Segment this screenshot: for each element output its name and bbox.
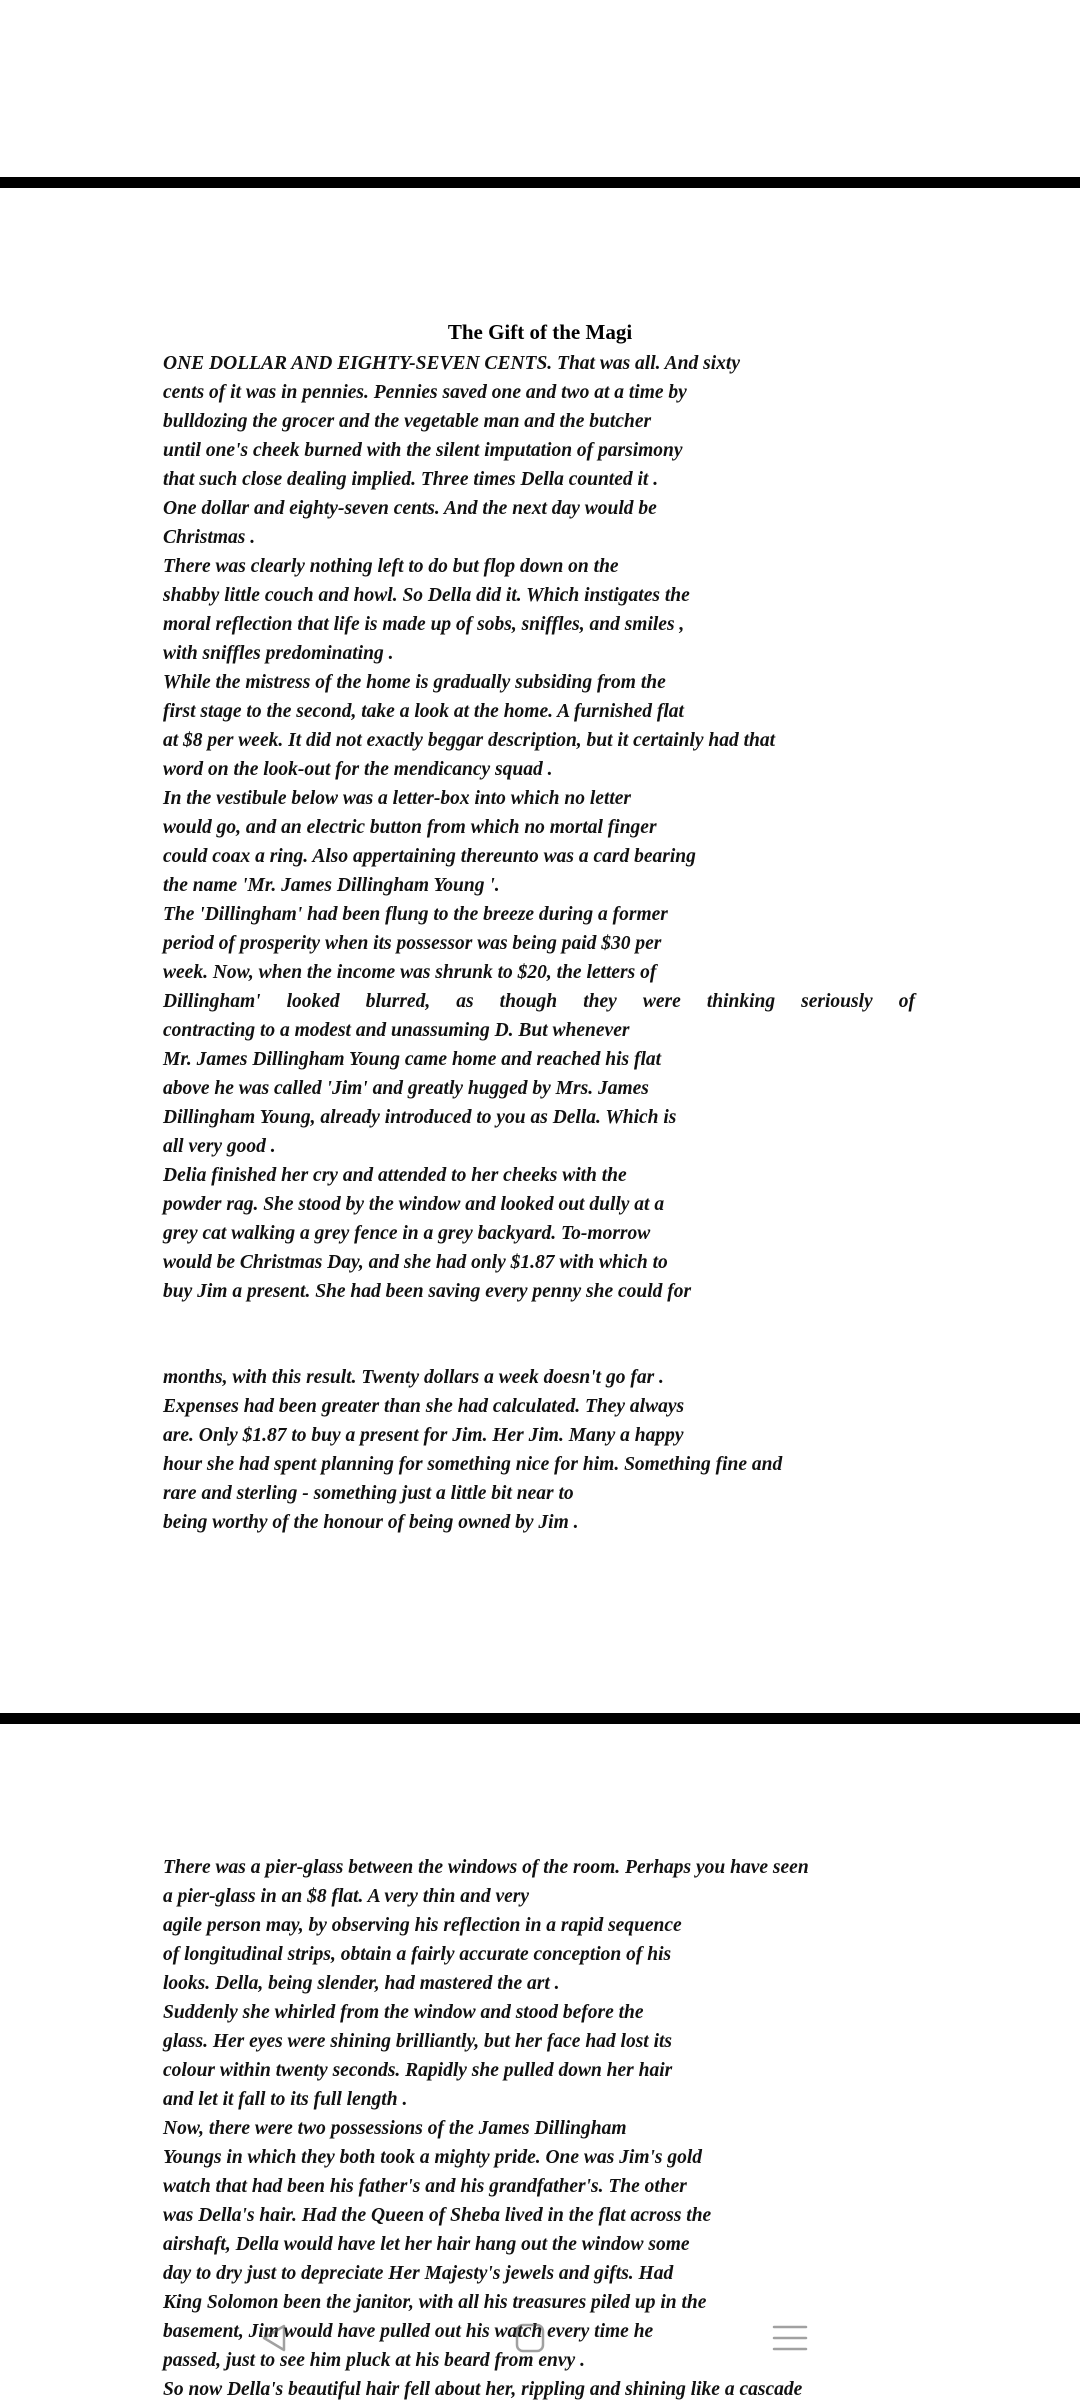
text-line: Dillingham' looked blurred, as though they were thinking seriously of bbox=[163, 991, 915, 1012]
text-line: Suddenly she whirled from the window and stood before the bbox=[163, 2002, 644, 2023]
text-line: until one's cheek burned with the silent imputation of parsimony bbox=[163, 440, 683, 461]
text-line: shabby little couch and howl. So Della did it. Which instigates the bbox=[163, 585, 690, 606]
back-triangle-icon bbox=[254, 2318, 294, 2358]
text-line: above he was called 'Jim' and greatly hugged by Mrs. James bbox=[163, 1078, 649, 1099]
recents-menu-button[interactable] bbox=[762, 2310, 818, 2366]
page-1-text bbox=[163, 349, 923, 1306]
text-line: week. Now, when the income was shrunk to $20, the letters of bbox=[163, 962, 657, 983]
text-line: There was clearly nothing left to do but flop down on the bbox=[163, 556, 619, 577]
text-line: In the vestibule below was a letter-box into which no letter bbox=[163, 788, 632, 809]
text-line: with sniffles predominating . bbox=[163, 643, 394, 664]
home-button[interactable] bbox=[502, 2310, 558, 2366]
text-line: watch that had been his father's and his grandfather's. The other bbox=[163, 2176, 687, 2197]
text-line: King Solomon been the janitor, with all his treasures piled up in the bbox=[163, 2292, 707, 2313]
text-line: So now Della's beautiful hair fell about her, rippling and shining like a cascade bbox=[163, 2379, 803, 2400]
text-line: cents of it was in pennies. Pennies saved one and two at a time by bbox=[163, 382, 687, 403]
page-1-continued-text bbox=[163, 1363, 923, 1537]
text-line: at $8 per week. It did not exactly beggar description, but it certainly had that bbox=[163, 730, 776, 751]
text-line: grey cat walking a grey fence in a grey backyard. To-morrow bbox=[163, 1223, 651, 1244]
text-line: all very good . bbox=[163, 1136, 276, 1157]
text-line: powder rag. She stood by the window and looked out dully at a bbox=[163, 1194, 665, 1215]
text-line: agile person may, by observing his reflection in a rapid sequence bbox=[163, 1915, 682, 1936]
text-line: basement, Jim would have pulled out his watch every time he bbox=[163, 2321, 654, 2342]
text-line: the name 'Mr. James Dillingham Young '. bbox=[163, 875, 500, 896]
navigation-overlay bbox=[0, 2310, 1080, 2370]
text-line: One dollar and eighty-seven cents. And the next day would be bbox=[163, 498, 657, 519]
text-line: ONE DOLLAR AND EIGHTY-SEVEN CENTS. That was all. And sixty bbox=[163, 353, 740, 374]
text-line: word on the look-out for the mendicancy squad . bbox=[163, 759, 553, 780]
text-line: airshaft, Della would have let her hair hang out the window some bbox=[163, 2234, 690, 2255]
text-line: Dillingham Young, already introduced to you as Della. Which is bbox=[163, 1107, 677, 1128]
text-line: buy Jim a present. She had been saving every penny she could for bbox=[163, 1281, 692, 1302]
text-line: looks. Della, being slender, had mastered the art . bbox=[163, 1973, 560, 1994]
text-line: colour within twenty seconds. Rapidly she pulled down her hair bbox=[163, 2060, 673, 2081]
text-line: months, with this result. Twenty dollars a week doesn't go far . bbox=[163, 1367, 664, 1388]
text-line: Christmas . bbox=[163, 527, 256, 548]
text-line: Youngs in which they both took a mighty pride. One was Jim's gold bbox=[163, 2147, 703, 2168]
text-line: a pier-glass in an $8 flat. A very thin and very bbox=[163, 1886, 529, 1907]
text-line: was Della's hair. Had the Queen of Sheba lived in the flat across the bbox=[163, 2205, 712, 2226]
text-line: moral reflection that life is made up of sobs, sniffles, and smiles , bbox=[163, 614, 685, 635]
text-line: There was a pier-glass between the windows of the room. Perhaps you have seen bbox=[163, 1857, 809, 1878]
text-line: of longitudinal strips, obtain a fairly accurate conception of his bbox=[163, 1944, 672, 1965]
text-line: Delia finished her cry and attended to her cheeks with the bbox=[163, 1165, 627, 1186]
text-line: Expenses had been greater than she had calculated. They always bbox=[163, 1396, 685, 1417]
text-line: While the mistress of the home is gradually subsiding from the bbox=[163, 672, 666, 693]
text-line: would be Christmas Day, and she had only $1.87 with which to bbox=[163, 1252, 668, 1273]
text-line: and let it fall to its full length . bbox=[163, 2089, 408, 2110]
text-line: are. Only $1.87 to buy a present for Jim. Her Jim. Many a happy bbox=[163, 1425, 684, 1446]
text-line: would go, and an electric button from which no mortal finger bbox=[163, 817, 657, 838]
text-line: Now, there were two possessions of the James Dillingham bbox=[163, 2118, 627, 2139]
text-line: that such close dealing implied. Three times Della counted it . bbox=[163, 469, 659, 490]
text-line: contracting to a modest and unassuming D. But whenever bbox=[163, 1020, 630, 1041]
text-line: first stage to the second, take a look at the home. A furnished flat bbox=[163, 701, 684, 722]
text-line: Mr. James Dillingham Young came home and reached his flat bbox=[163, 1049, 662, 1070]
home-square-icon bbox=[510, 2318, 550, 2358]
text-line: bulldozing the grocer and the vegetable man and the butcher bbox=[163, 411, 652, 432]
text-line: hour she had spent planning for something nice for him. Something fine and bbox=[163, 1454, 783, 1475]
text-line: glass. Her eyes were shining brilliantly, but her face had lost its bbox=[163, 2031, 673, 2052]
text-line: rare and sterling - something just a little bit near to bbox=[163, 1483, 574, 1504]
text-line: The 'Dillingham' had been flung to the breeze during a former bbox=[163, 904, 668, 925]
page-break-divider bbox=[0, 177, 1080, 188]
text-line: could coax a ring. Also appertaining thereunto was a card bearing bbox=[163, 846, 696, 867]
text-line: being worthy of the honour of being owned by Jim . bbox=[163, 1512, 579, 1533]
text-line: passed, just to see him pluck at his beard from envy . bbox=[163, 2350, 585, 2371]
menu-lines-icon bbox=[770, 2318, 810, 2358]
back-button[interactable] bbox=[246, 2310, 302, 2366]
document-title: The Gift of the Magi bbox=[447, 320, 633, 344]
page-break-divider bbox=[0, 1713, 1080, 1724]
text-line: period of prosperity when its possessor was being paid $30 per bbox=[163, 933, 662, 954]
text-line: day to dry just to depreciate Her Majesty's jewels and gifts. Had bbox=[163, 2263, 674, 2284]
